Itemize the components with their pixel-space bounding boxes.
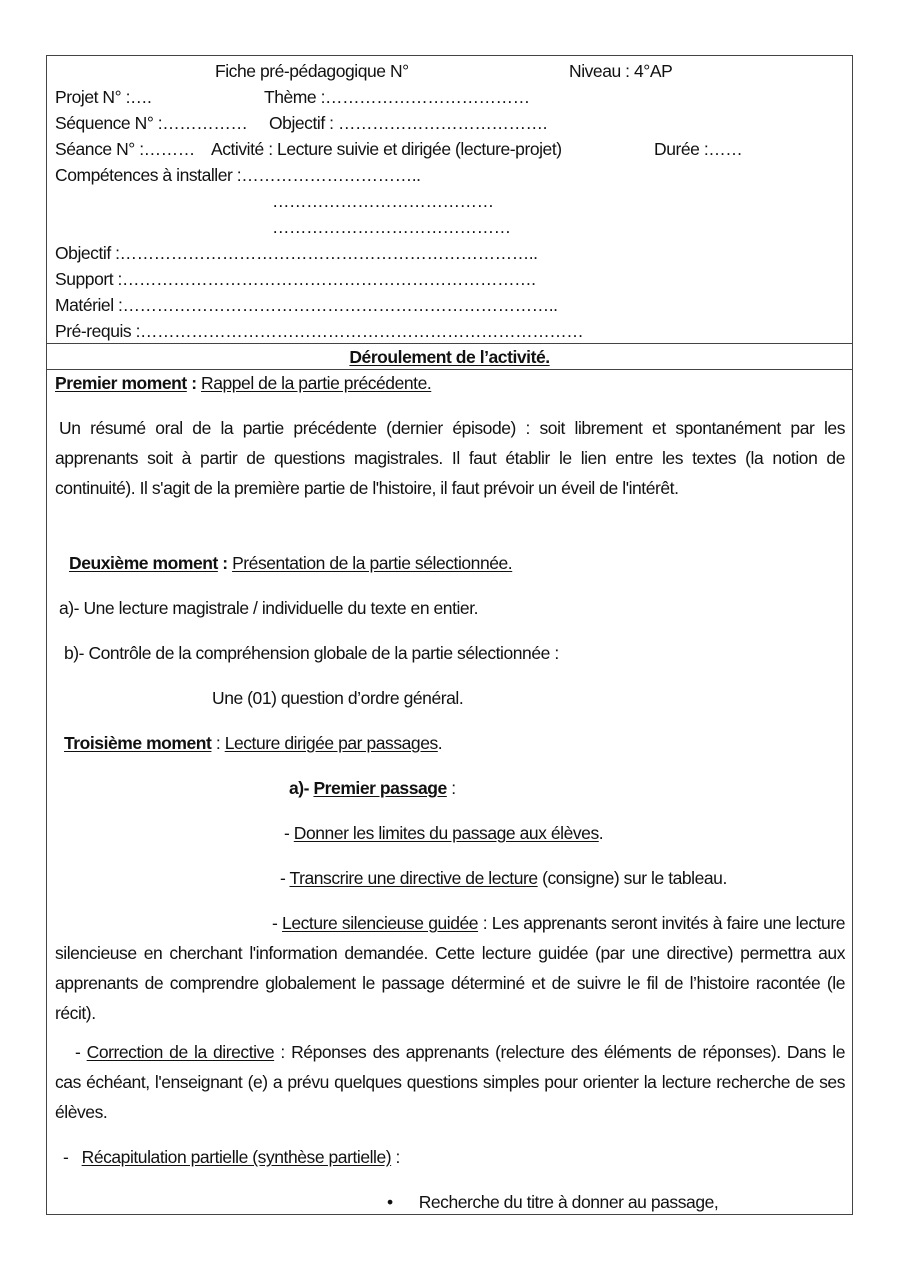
step-partial-recap: - Récapitulation partielle (synthèse partielle) : bbox=[63, 1147, 400, 1167]
first-moment-title: Rappel de la partie précédente. bbox=[201, 373, 432, 393]
second-moment-label: Deuxième moment bbox=[69, 553, 218, 573]
prerequis-field: Pré-requis :…………………………………………………………………… bbox=[55, 321, 584, 341]
section-title: Déroulement de l’activité. bbox=[349, 347, 550, 367]
first-moment-label: Premier moment bbox=[55, 373, 187, 393]
competences-line-2: ………………………………… bbox=[272, 191, 494, 211]
third-moment-label: Troisième moment bbox=[64, 733, 212, 753]
step-silent-reading: - Lecture silencieuse guidée : Les apprenants seront invités à faire une lecture silencieuse en cherchant l'information demandée. Cette lecture guidée (par une directive) permettra aux apprenants de comprendre globalement le passage déterminé et de suivre le fil de l’histoire racontée (le récit). bbox=[55, 913, 845, 1023]
first-passage-heading: a)- Premier passage : bbox=[289, 778, 456, 798]
materiel-field: Matériel :………………………………………………………………….. bbox=[55, 295, 558, 315]
general-question: Une (01) question d’ordre général. bbox=[212, 688, 464, 708]
first-passage-label: Premier passage bbox=[313, 778, 447, 798]
second-moment-item-b: b)- Contrôle de la compréhension globale de la partie sélectionnée : bbox=[64, 643, 559, 663]
second-moment-title: Présentation de la partie sélectionnée. bbox=[232, 553, 513, 573]
activity-field: Activité : Lecture suivie et dirigée (lecture-projet) bbox=[211, 139, 562, 159]
first-moment-text: Un résumé oral de la partie précédente (dernier épisode) : soit librement et spontanément par les apprenants soit à partir de questions magistrales. Il faut établir le lien entre les textes (la notion de continuité). Il s'agit de la première partie de l'histoire, il faut prévoir un éveil de l'intérêt. bbox=[55, 418, 845, 498]
first-moment-heading: Premier moment : Rappel de la partie précédente. bbox=[55, 373, 432, 393]
lesson-plan-table bbox=[46, 55, 853, 1215]
bullet-icon: • bbox=[387, 1192, 393, 1212]
duration-field: Durée :…… bbox=[654, 139, 743, 159]
third-moment-heading: Troisième moment : Lecture dirigée par passages. bbox=[64, 733, 443, 753]
second-moment-heading: Deuxième moment : Présentation de la partie sélectionnée. bbox=[69, 553, 513, 573]
sequence-field: Séquence N° :…………… bbox=[55, 113, 248, 133]
step-directive-correction: - Correction de la directive : Réponses des apprenants (relecture des éléments de réponses). Dans le cas échéant, l'enseignant (e) a prévu quelques questions simples pour orienter la lecture recherche de ses élèves. bbox=[55, 1042, 845, 1122]
sequence-objective-field: Objectif : ………………………………. bbox=[269, 113, 547, 133]
row-divider bbox=[47, 369, 852, 370]
competences-field: Compétences à installer :………………………….. bbox=[55, 165, 421, 185]
seance-field: Séance N° :……… bbox=[55, 139, 195, 159]
competences-line-3: …………………………………… bbox=[272, 217, 511, 237]
bullet-item: • Recherche du titre à donner au passage, bbox=[387, 1192, 719, 1212]
projet-field: Projet N° :…. bbox=[55, 87, 152, 107]
objective-field: Objectif :……………………………………………………………….. bbox=[55, 243, 538, 263]
sheet-title: Fiche pré-pédagogique N° bbox=[215, 61, 409, 81]
niveau-label: Niveau : 4°AP bbox=[569, 61, 673, 81]
theme-field: Thème :……………………………… bbox=[264, 87, 530, 107]
support-field: Support :………………………………………………………………. bbox=[55, 269, 536, 289]
step-reading-directive: - Transcrire une directive de lecture (consigne) sur le tableau. bbox=[280, 868, 727, 888]
second-moment-item-a: a)- Une lecture magistrale / individuelle du texte en entier. bbox=[59, 598, 479, 618]
step-passage-limits: - Donner les limites du passage aux élèves. bbox=[284, 823, 604, 843]
third-moment-title: Lecture dirigée par passages bbox=[224, 733, 438, 753]
row-divider bbox=[47, 343, 852, 344]
